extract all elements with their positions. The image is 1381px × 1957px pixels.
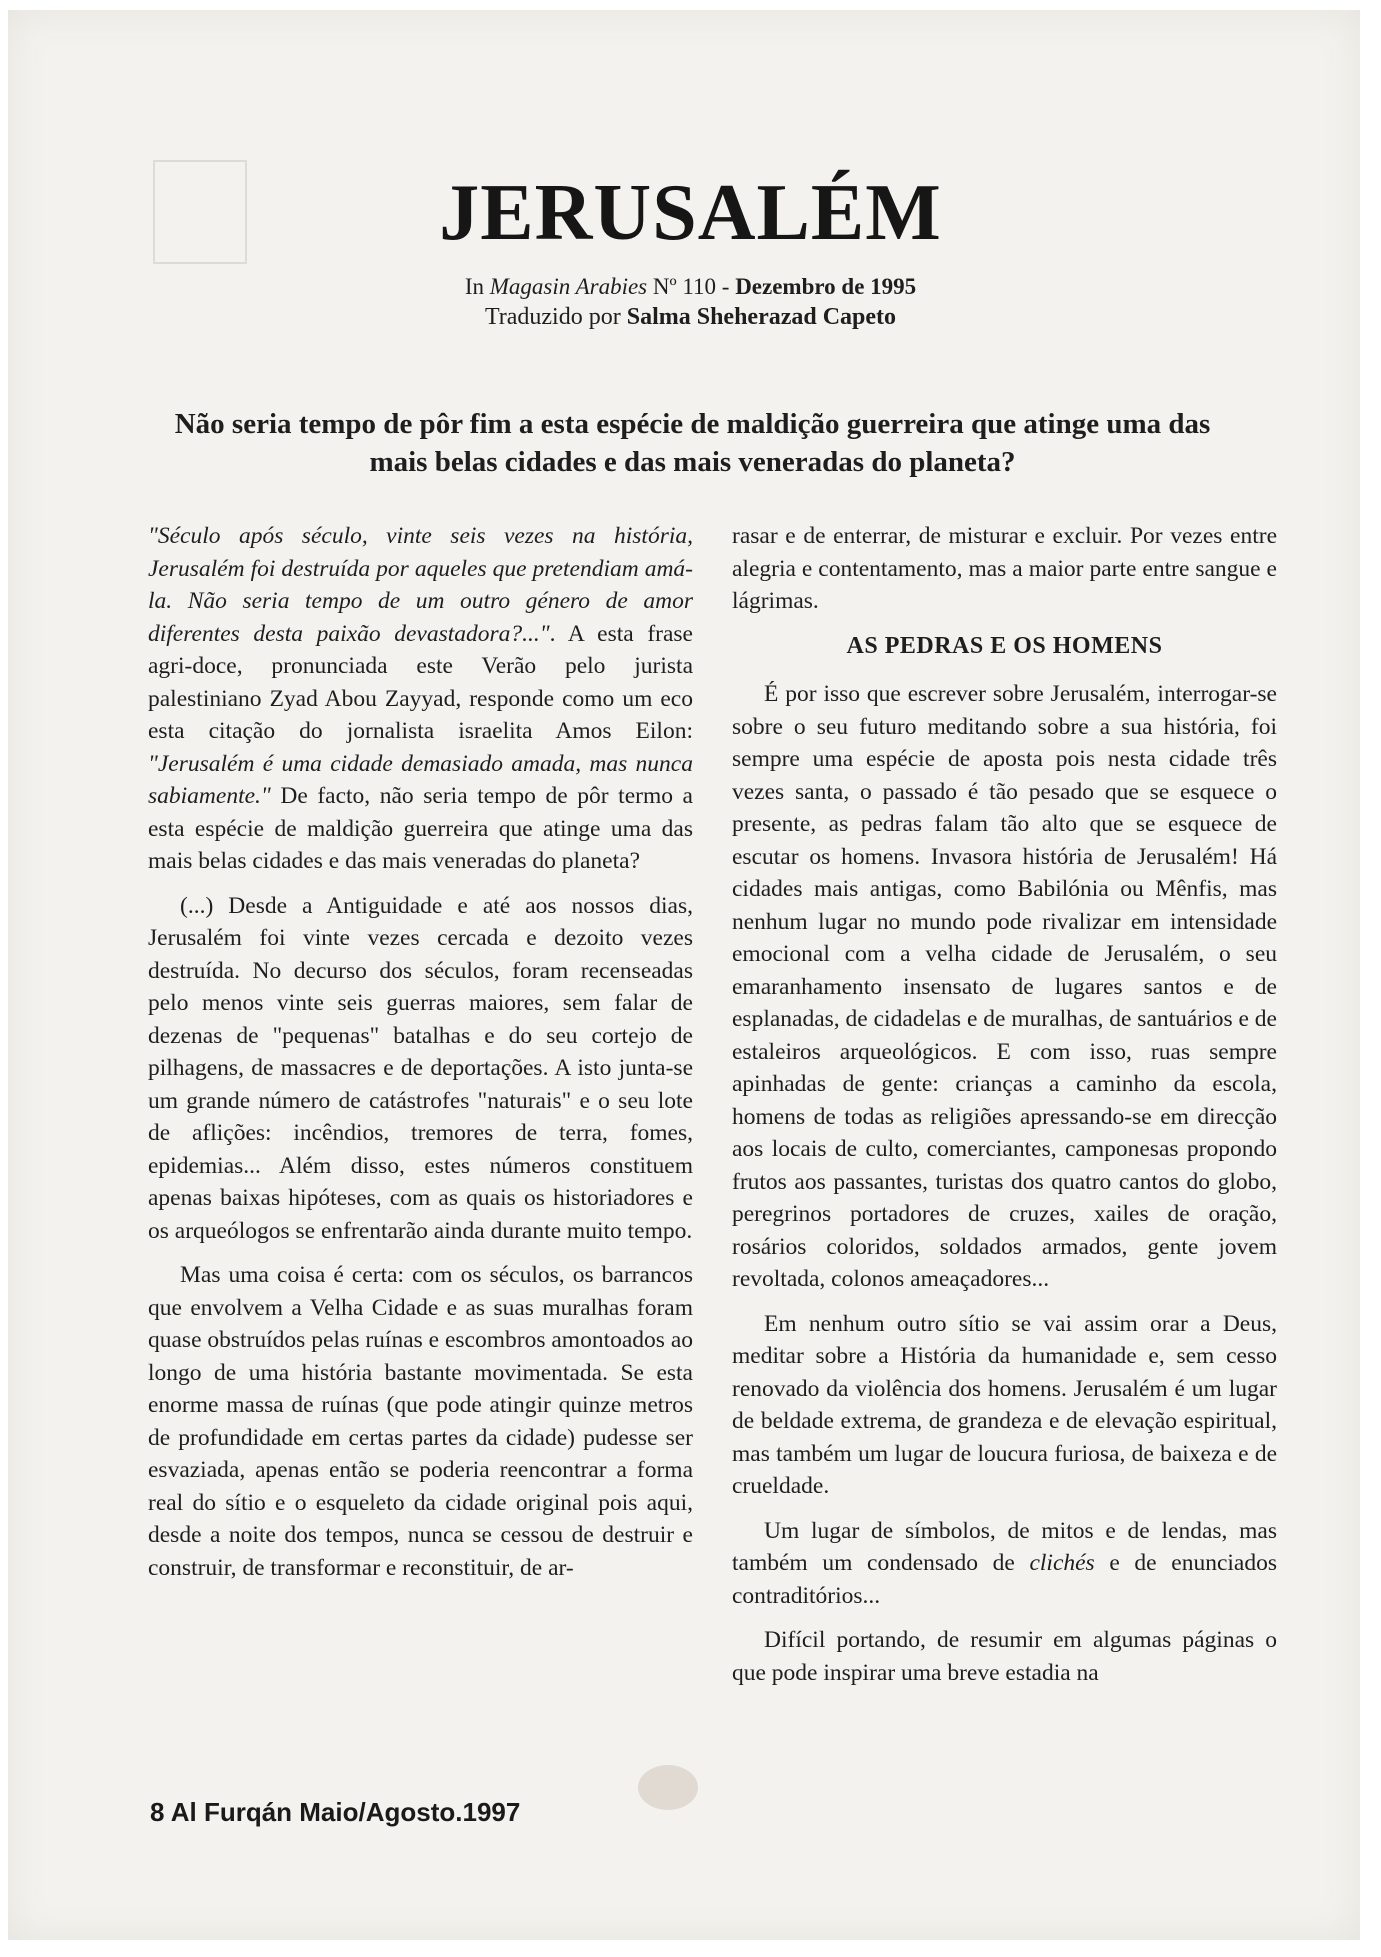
text: De facto, não seria tempo de pôr termo a esta espécie de maldição guerreira que atinge uma das mais belas cidades e das mais veneradas do planeta? [148, 783, 693, 874]
paragraph [148, 520, 693, 878]
paragraph: Em nenhum outro sítio se vai assim orar a Deus, meditar sobre a História da humanidade e, sem cesso renovado da violência dos homens. Jerusalém é um lugar de beldade extrema, de grandeza e de elevação espiritual, mas também um lugar de loucura furiosa, de baixeza e de crueldade. [732, 1310, 1277, 1499]
text: Um lugar de símbolos, de mitos e de lendas, mas também um condensado de [732, 1517, 1277, 1576]
right-column [732, 520, 1277, 1701]
quote: "Século após século, vinte seis vezes na história, Jerusalém foi destruída por aqueles que pretendiam amá-la. Não seria tempo de um outro género de amor diferentes desta paixão devastadora?..." [148, 523, 693, 647]
source-prefix: In [464, 274, 490, 299]
section-heading: AS PEDRAS E OS HOMENS [846, 632, 1163, 659]
article-title: JERUSALÉM [439, 169, 942, 257]
paragraph: (...) Desde a Antiguidade e até aos nossos dias, Jerusalém foi vinte vezes cercada e dezoito vezes destruída. No decurso dos séculos, foram recenseadas pelo menos vinte seis guerras maiores, sem falar de dezenas de "pequenas" batalhas e do seu cortejo de pilhagens, de massacres e de deportações. A isto junta-se um grande número de catástrofes "naturais" e o seu lote de aflições: incêndios, tremores de terra, fomes, epidemias... Além disso, estes números constituem apenas baixas hipóteses, com as quais os historiadores e os arqueólogos se enfrentarão ainda durante muito tempo. [148, 892, 693, 1244]
translator-line [0, 302, 1381, 332]
emphasis: clichés [1029, 1550, 1095, 1576]
left-column [148, 520, 693, 1596]
magazine-name: Magasin Arabies [489, 274, 648, 299]
quote: "Jerusalém é uma cidade demasiado amada, mas nunca sabiamente." [148, 750, 693, 809]
issue-number: Nº 110 - [647, 274, 736, 299]
lead-paragraph: Não seria tempo de pôr fim a esta espécie de maldição guerreira que atinge uma das mais belas cidades e das mais veneradas do planeta? [174, 408, 1211, 478]
article-header [0, 168, 1381, 332]
translated-by-label: Traduzido por [484, 304, 627, 330]
translator-name: Salma Sheherazad Capeto [626, 304, 897, 330]
paragraph: É por isso que escrever sobre Jerusalém, interrogar-se sobre o seu futuro meditando sobre a sua história, foi sempre uma espécie de aposta pois nesta cidade três vezes santa, o passado é tão pesado que se esquece o presente, as pedras falam tão alto que se esquece de escutar os homens. Invasora história de Jerusalém! Há cidades mais antigas, como Babilónia ou Mênfis, mas nenhum lugar no mundo pode rivalizar em intensidade emocional com a velha cidade de Jerusalém, o seu emaranhamento insensato de lugares santos e de esplanadas, de cidadelas e de muralhas, de santuários e de estaleiros arqueológicos. E com isso, ruas sempre apinhadas de gente: crianças a caminho da escola, homens de todas as religiões apressando-se em direcção aos locais de culto, comerciantes, camponesas propondo frutos aos passantes, turistas dos quatro cantos do globo, peregrinos portadores de cruzes, xailes de oração, rosários coloridos, soldados armados, gente jovem revoltada, colonos ameaçadores... [732, 681, 1277, 1292]
paragraph: rasar e de enterrar, de misturar e excluir. Por vezes entre alegria e contentamento, mas a maior parte entre sangue e lágrimas. [732, 523, 1277, 614]
paragraph: Mas uma coisa é certa: com os séculos, os barrancos que envolvem a Velha Cidade e as suas muralhas foram quase obstruídos pelas ruínas e escombros amontoados ao longo de uma história bastante movimentada. Se esta enorme massa de ruínas (que pode atingir quinze metros de profundidade em certas partes da cidade) pudesse ser esvaziada, apenas então se poderia reencontrar a forma real do sítio e o esqueleto da cidade original pois aqui, desde a noite dos tempos, nunca se cessou de destruir e construir, de transformar e reconstituir, de ar- [148, 1262, 693, 1581]
paper-stain [638, 1765, 698, 1810]
text: . A esta frase agri-doce, pronunciada este Verão pelo jurista palestiniano Zyad Abou Zayyad, responde como um eco esta citação do jornalista israelita Amos Eilon: [148, 620, 693, 744]
paragraph [732, 1515, 1277, 1613]
page-footer: 8 Al Furqán Maio/Agosto.1997 [150, 1797, 521, 1827]
issue-date: Dezembro de 1995 [735, 274, 917, 299]
paragraph: Difícil portando, de resumir em algumas páginas o que pode inspirar uma breve estadia na [732, 1627, 1277, 1686]
source-line [0, 272, 1381, 302]
text: e de enunciados contraditórios... [732, 1550, 1277, 1609]
